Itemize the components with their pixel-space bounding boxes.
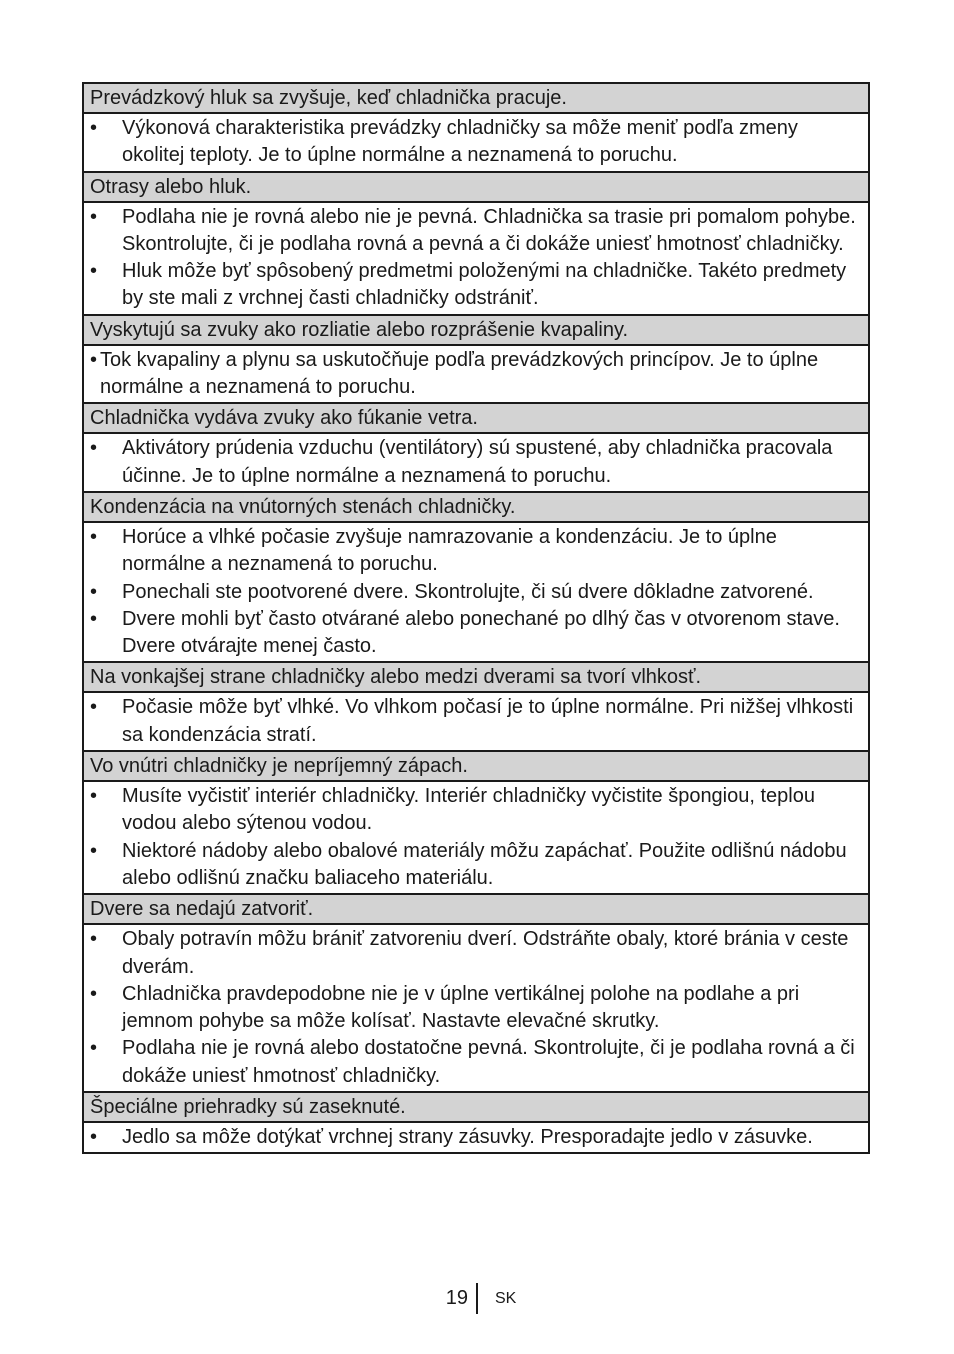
bullet-icon: • (90, 580, 98, 603)
list-item-text: Výkonová charakteristika prevádzky chladničky sa môže meniť podľa zmeny okolitej teploty. Je to úplne normálne a neznamená to poruchu. (122, 117, 798, 167)
bullet-icon: • (90, 839, 98, 862)
section-heading: Dvere sa nedajú zatvoriť. (84, 895, 868, 925)
page-footer (0, 1283, 954, 1315)
bullet-icon: • (90, 525, 98, 548)
list-item-text: Obaly potravín môžu brániť zatvoreniu dverí. Odstráňte obaly, ktoré bránia v ceste dverám. (122, 928, 849, 978)
list-item (90, 347, 860, 402)
list-item (90, 115, 860, 170)
list-item-text: Jedlo sa môže dotýkať vrchnej strany zásuvky. Presporadajte jedlo v zásuvke. (122, 1126, 813, 1149)
list-item (90, 783, 860, 838)
list-item-text: Podlaha nie je rovná alebo dostatočne pevná. Skontrolujte, či je podlaha rovná a či dokáže uniesť hmotnosť chladničky. (122, 1037, 855, 1087)
footer-divider (476, 1283, 478, 1314)
section-body (84, 203, 868, 316)
section-heading: Vyskytujú sa zvuky ako rozliatie alebo rozprášenie kvapaliny. (84, 316, 868, 346)
list-item (90, 981, 860, 1036)
page-number: 19 (445, 1287, 468, 1309)
list-item (90, 435, 860, 490)
list-item-text: Počasie môže byť vlhké. Vo vlhkom počasí je to úplne normálne. Pri nižšej vlhkosti sa kondenzácia stratí. (122, 696, 854, 746)
list-item (90, 258, 860, 313)
list-item (90, 1035, 860, 1090)
bullet-icon: • (90, 785, 98, 808)
section-body (84, 1123, 868, 1152)
list-item-text: Musíte vyčistiť interiér chladničky. Interiér chladničky vyčistite špongiou, teplou vodou alebo sýtenou vodou. (122, 785, 815, 835)
list-item (90, 204, 860, 259)
section-body (84, 925, 868, 1093)
section-body (84, 434, 868, 493)
list-item (90, 694, 860, 749)
bullet-icon: • (90, 1037, 98, 1060)
bullet-icon: • (90, 437, 98, 460)
list-item-text: Tok kvapaliny a plynu sa uskutočňuje podľa prevádzkových princípov. Je to úplne normálne a neznamená to poruchu. (100, 348, 819, 399)
bullet-icon: • (90, 982, 98, 1005)
bullet-icon: • (90, 1126, 98, 1149)
section-body (84, 346, 868, 405)
bullet-icon: • (90, 117, 98, 139)
bullet-icon: • (90, 348, 98, 371)
list-item-text: Chladnička pravdepodobne nie je v úplne vertikálnej polohe na podlahe a pri jemnom pohybe sa môže kolísať. Nastavte elevačné skrutky. (122, 982, 800, 1033)
list-item-text: Podlaha nie je rovná alebo nie je pevná. Chladnička sa trasie pri pomalom pohybe. Skontrolujte, či je podlaha rovná a pevná a či dokáže uniesť hmotnosť chladničky. (122, 205, 856, 255)
bullet-icon: • (90, 260, 98, 283)
list-item-text: Aktivátory prúdenia vzduchu (ventilátory) sú spustené, aby chladnička pracovala účinne. Je to úplne normálne a neznamená to poruchu. (122, 437, 833, 487)
section-heading: Špeciálne priehradky sú zaseknuté. (84, 1093, 868, 1123)
troubleshooting-table (82, 82, 870, 1154)
list-item-text: Dvere mohli byť často otvárané alebo ponechané po dlhý čas v otvorenom stave. Dvere otvárajte menej často. (122, 607, 840, 658)
section-heading: Na vonkajšej strane chladničky alebo medzi dverami sa tvorí vlhkosť. (84, 663, 868, 693)
bullet-icon: • (90, 607, 98, 630)
list-item-text: Niektoré nádoby alebo obalové materiály môžu zapáchať. Použite odlišnú nádobu alebo odlišnú značku baliaceho materiálu. (122, 839, 847, 889)
section-heading: Otrasy alebo hluk. (84, 173, 868, 203)
section-body (84, 523, 868, 663)
list-item-text: Horúce a vlhké počasie zvyšuje namrazovanie a kondenzáciu. Je to úplne normálne a neznamená to poruchu. (122, 525, 777, 576)
section-heading: Prevádzkový hluk sa zvyšuje, keď chladnička pracuje. (84, 84, 868, 114)
list-item (90, 579, 860, 606)
section-heading: Kondenzácia na vnútorných stenách chladničky. (84, 493, 868, 523)
bullet-icon: • (90, 696, 98, 719)
list-item (90, 838, 860, 893)
list-item (90, 606, 860, 661)
section-heading: Chladnička vydáva zvuky ako fúkanie vetra. (84, 404, 868, 434)
language-code: SK (495, 1290, 517, 1307)
list-item-text: Hluk môže byť spôsobený predmetmi položenými na chladničke. Takéto predmety by ste mali z vrchnej časti chladničky odstrániť. (122, 260, 847, 310)
bullet-icon: • (90, 928, 98, 951)
list-item (90, 1124, 860, 1151)
section-body (84, 114, 868, 173)
section-body (84, 782, 868, 895)
list-item-text: Ponechali ste pootvorené dvere. Skontrolujte, či sú dvere dôkladne zatvorené. (122, 580, 814, 603)
bullet-icon: • (90, 205, 98, 228)
section-body (84, 693, 868, 752)
list-item (90, 524, 860, 579)
list-item (90, 926, 860, 981)
section-heading: Vo vnútri chladničky je nepríjemný zápach. (84, 752, 868, 782)
